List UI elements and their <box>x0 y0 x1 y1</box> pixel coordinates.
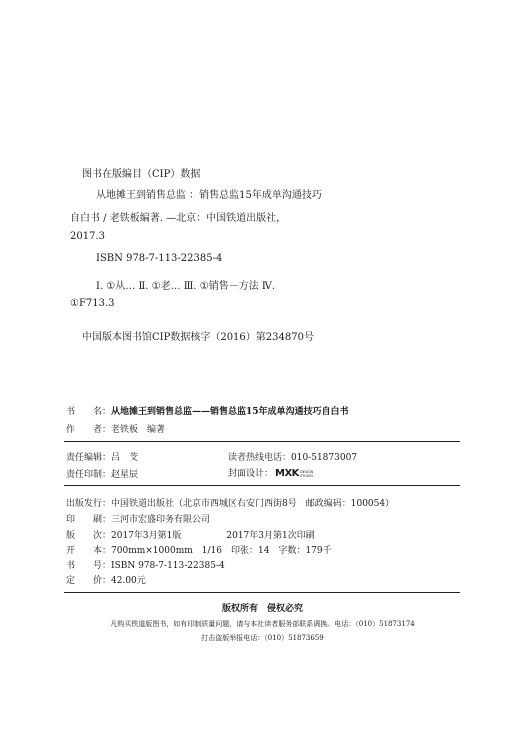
book-title-label: 书 名： <box>66 407 112 417</box>
divider <box>64 592 460 593</box>
mxk-logo-mark: MXK <box>275 468 299 479</box>
format-label: 开 本： <box>66 546 112 556</box>
edition-value: 2017年3月第1版 2017年3月第1次印刷 <box>111 531 315 541</box>
print-manager-value: 赵星辰 <box>111 470 139 480</box>
book-author-label: 作 者： <box>66 425 112 435</box>
price-row <box>66 573 146 586</box>
cip-isbn-line: ISBN 978-7-113-22385-4 <box>96 253 223 264</box>
cip-heading: 图书在版编目（CIP）数据 <box>82 169 201 180</box>
isbn-value: ISBN 978-7-113-22385-4 <box>111 561 225 571</box>
editor-value: 吕 芠 <box>111 453 139 463</box>
price-label: 定 价： <box>66 576 112 586</box>
edition-row <box>66 528 315 541</box>
hotline-label: 读者热线电话： <box>228 453 292 463</box>
printer-label: 印 刷： <box>66 515 112 525</box>
hotline-value: 010-51873007 <box>291 453 358 463</box>
publisher-value: 中国铁道出版社（北京市西城区右安门西街8号 邮政编码：100054） <box>111 499 395 509</box>
cip-year-line: 2017.3 <box>70 231 105 242</box>
format-value: 700mm×1000mm 1/16 印张：14 字数：179千 <box>111 546 332 556</box>
isbn-label: 书 号： <box>66 561 112 571</box>
mxk-logo <box>275 468 313 479</box>
rights-title: 版权所有 侵权必究 <box>221 604 303 614</box>
rights-notice: 凡购买铁道版图书，如有印制质量问题，请与本社读者服务部联系调换。电话：（010）51873174 <box>110 620 415 628</box>
publisher-label: 出版发行： <box>66 499 112 509</box>
publisher-row <box>66 496 394 509</box>
format-row <box>66 543 332 556</box>
print-manager-label: 责任印制： <box>66 470 112 480</box>
anti-piracy-line: 打击盗版举报电话：（010）51873659 <box>201 634 324 642</box>
book-author-value: 老铁板 编著 <box>111 425 166 435</box>
book-author-row <box>66 422 165 435</box>
cip-class-line: ①F713.3 <box>70 298 115 309</box>
editor-label: 责任编辑： <box>66 453 112 463</box>
cip-record-line: 中国版本图书馆CIP数据核字（2016）第234870号 <box>82 332 314 343</box>
printer-value: 三河市宏盛印务有限公司 <box>111 515 211 525</box>
cip-title-line: 从地摊王到销售总监 ：销售总监15年成单沟通技巧 <box>96 190 322 201</box>
printer-row <box>66 512 210 525</box>
mxk-logo-sub <box>300 470 314 478</box>
book-title-value: 从地摊王到销售总监——销售总监15年成单沟通技巧自白书 <box>111 407 349 417</box>
divider <box>64 441 460 442</box>
isbn-row <box>66 558 225 571</box>
hotline-row <box>228 450 357 463</box>
cover-design-label: 封面设计： <box>228 469 274 479</box>
cip-subject-line: Ⅰ. ①从… Ⅱ. ①老… Ⅲ. ①销售－方法 Ⅳ. <box>96 281 276 292</box>
cip-author-line: 自白书 / 老铁板编著. —北京：中国铁道出版社， <box>70 213 287 224</box>
mxk-logo-sub1: DESIGN <box>299 469 314 474</box>
mxk-logo-sub2: STUDIO <box>299 473 314 478</box>
divider <box>64 485 460 486</box>
book-title-row <box>66 404 349 417</box>
price-value: 42.00元 <box>111 576 146 586</box>
print-manager-row <box>66 467 138 480</box>
edition-label: 版 次： <box>66 531 112 541</box>
cover-design-row <box>228 466 313 479</box>
editor-row <box>66 450 138 463</box>
